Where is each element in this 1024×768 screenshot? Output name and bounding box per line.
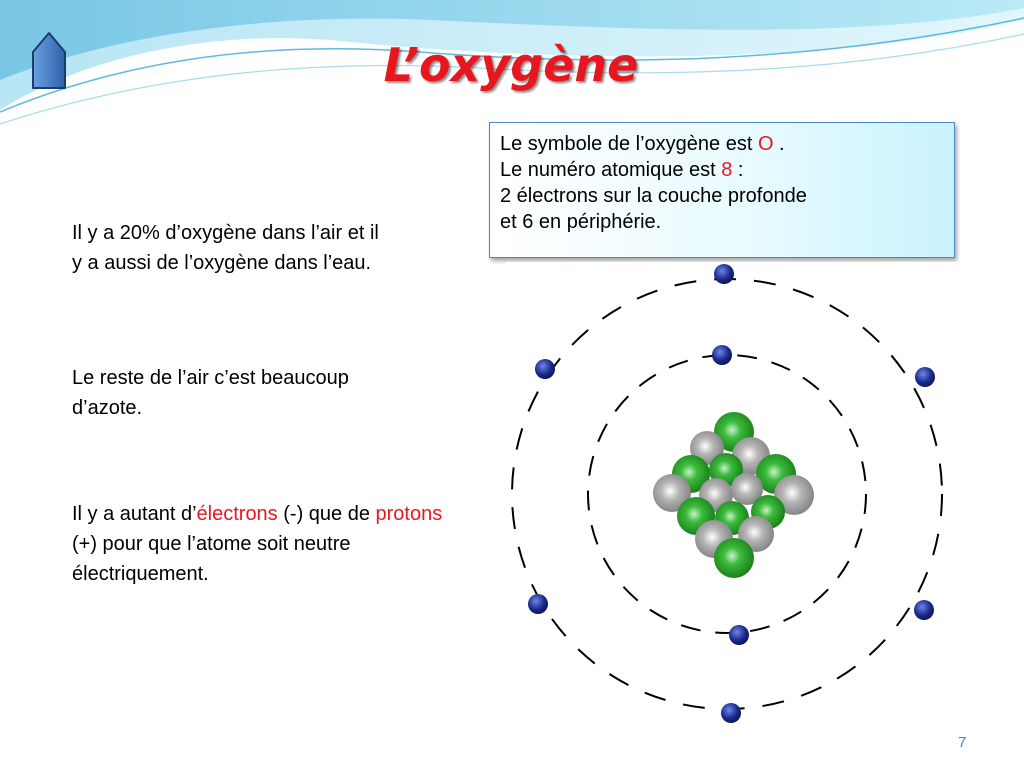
info-line-atomic-number-end: : <box>732 159 744 181</box>
info-line-symbol-text: Le symbole de l’oxygène est <box>500 133 758 155</box>
info-box <box>489 122 955 258</box>
oxygen-symbol: O <box>757 133 774 155</box>
info-line-symbol <box>500 131 954 157</box>
neutrality-text-c: (+) pour que l’atome soit neutre électriquement. <box>72 533 351 585</box>
air-oxygen-text: Il y a 20% d’oxygène dans l’air et il y a aussi de l’oxygène dans l’eau. <box>72 222 379 274</box>
slide-title <box>0 38 1024 92</box>
info-line-atomic-number <box>500 157 954 183</box>
protons-word: protons <box>375 503 443 525</box>
oxygen-atom-diagram <box>506 262 956 724</box>
info-line-atomic-number-text: Le numéro atomique est <box>500 159 722 181</box>
info-line-symbol-end: . <box>773 133 785 155</box>
neutrality-text-a: Il y a autant d’ <box>72 503 197 525</box>
air-nitrogen-text: Le reste de l’air c’est beaucoup d’azote. <box>72 367 349 419</box>
neutrality-text <box>72 499 452 589</box>
info-line-inner-shell: 2 électrons sur la couche profonde <box>500 185 807 207</box>
slide-title-text: L’oxygène <box>383 38 639 92</box>
electrons-word: électrons <box>196 503 278 525</box>
info-line-outer-shell: et 6 en périphérie. <box>500 211 662 233</box>
page-number: 7 <box>958 734 967 751</box>
neutrality-text-b: (-) que de <box>277 503 376 525</box>
atomic-number: 8 <box>721 159 733 181</box>
